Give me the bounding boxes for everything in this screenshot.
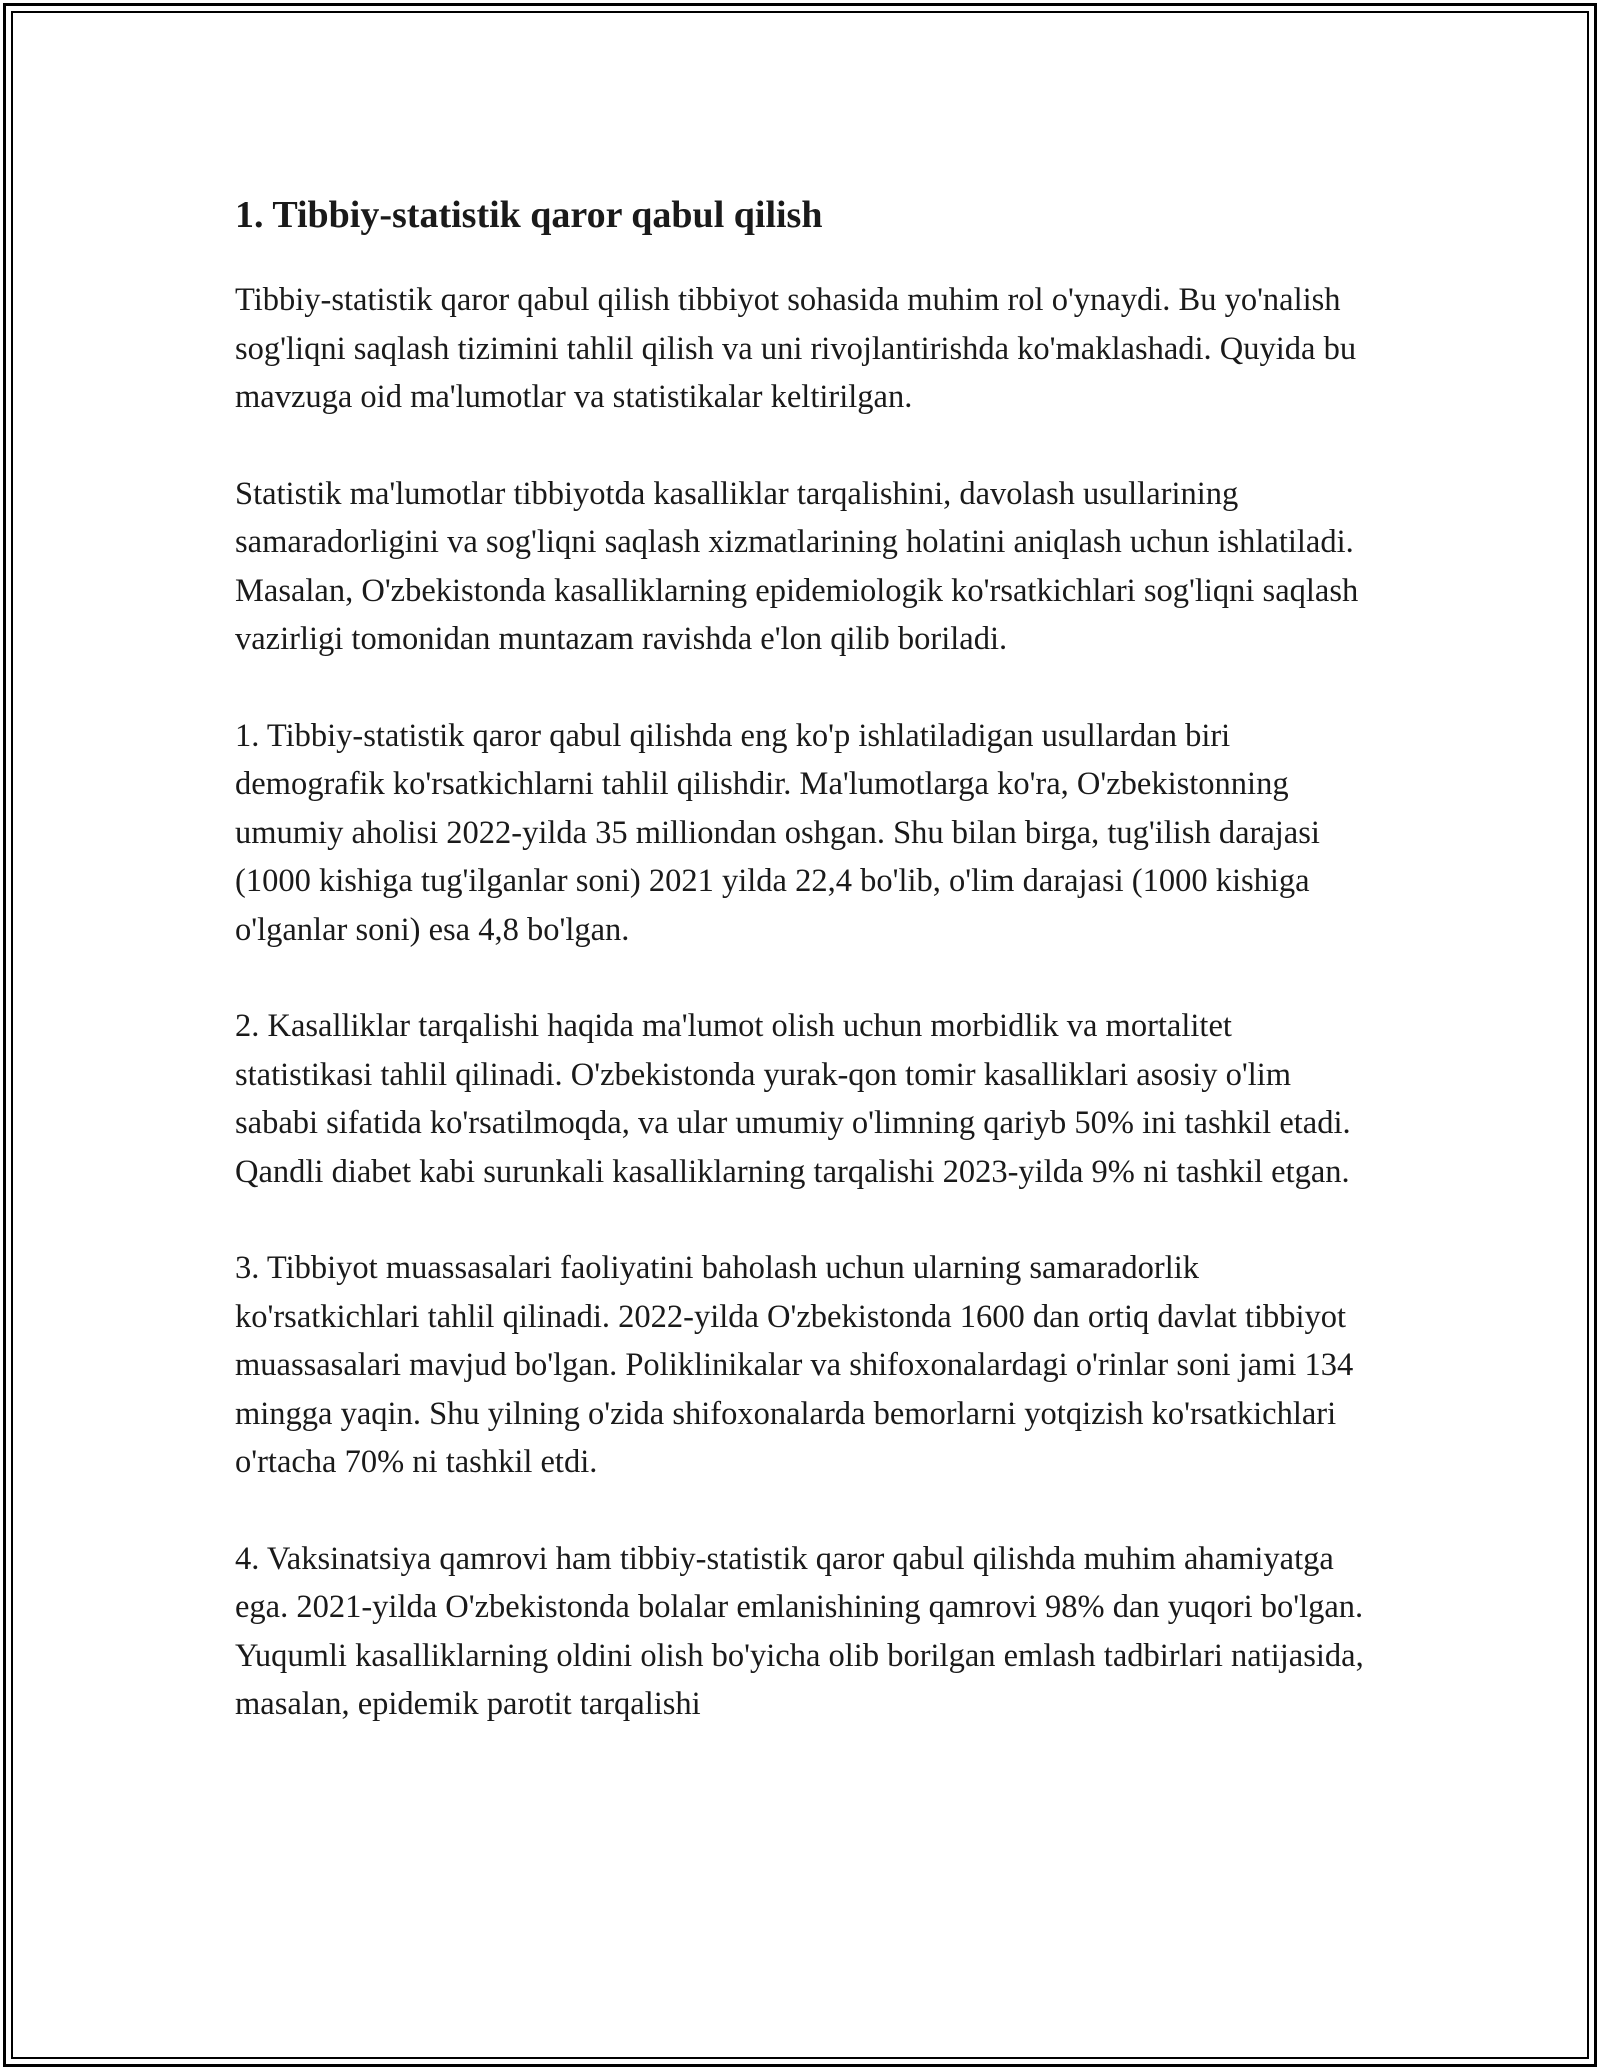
paragraph-intro: Tibbiy-statistik qaror qabul qilish tibbiyot sohasida muhim rol o'ynaydi. Bu yo'nalish sog'liqni saqlash tizimini tahlil qilish va uni rivojlantirishda ko'maklashadi. Quyida bu mavzuga oid ma'lumotlar va statistikalar keltirilgan.: [235, 282, 1357, 415]
section-heading: 1. Tibbiy-statistik qaror qabul qilish: [235, 194, 823, 236]
paragraph-item-2: 2. Kasalliklar tarqalishi haqida ma'lumot olish uchun morbidlik va mortalitet statistikasi tahlil qilinadi. O'zbekistonda yurak-qon tomir kasalliklari asosiy o'lim sababi sifatida ko'rsatilmoqda, va ular umumiy o'limning qariyb 50% ini tashkil etadi. Qandli diabet kabi surunkali kasalliklarning tarqalishi 2023-yilda 9% ni tashkil etgan.: [235, 1008, 1351, 1190]
paragraph-statistics: Statistik ma'lumotlar tibbiyotda kasalliklar tarqalishini, davolash usullarining samaradorligini va sog'liqni saqlash xizmatlarining holatini aniqlash uchun ishlatiladi. Masalan, O'zbekistonda kasalliklarning epidemiologik ko'rsatkichlari sog'liqni saqlash vazirligi tomonidan muntazam ravishda e'lon qilib boriladi.: [235, 475, 1359, 657]
paragraph-item-4: 4. Vaksinatsiya qamrovi ham tibbiy-statistik qaror qabul qilishda muhim ahamiyatga ega. 2021-yilda O'zbekistonda bolalar emlanishining qamrovi 98% dan yuqori bo'lgan. Yuqumli kasalliklarning oldini olish bo'yicha olib borilgan emlash tadbirlari natijasida, masalan, epidemik parotit tarqalishi: [235, 1540, 1364, 1722]
document-body: [235, 185, 1375, 1777]
paragraph-item-1: 1. Tibbiy-statistik qaror qabul qilishda eng ko'p ishlatiladigan usullardan biri demografik ko'rsatkichlarni tahlil qilishdir. Ma'lumotlarga ko'ra, O'zbekistonning umumiy aholisi 2022-yilda 35 milliondan oshgan. Shu bilan birga, tug'ilish darajasi (1000 kishiga tug'ilganlar soni) 2021 yilda 22,4 bo'lib, o'lim darajasi (1000 kishiga o'lganlar soni) esa 4,8 bo'lgan.: [235, 717, 1320, 948]
paragraph-item-3: 3. Tibbiyot muassasalari faoliyatini baholash uchun ularning samaradorlik ko'rsatkichlari tahlil qilinadi. 2022-yilda O'zbekistonda 1600 dan ortiq davlat tibbiyot muassasalari mavjud bo'lgan. Poliklinikalar va shifoxonalardagi o'rinlar soni jami 134 mingga yaqin. Shu yilning o'zida shifoxonalarda bemorlarni yotqizish ko'rsatkichlari o'rtacha 70% ni tashkil etdi.: [235, 1250, 1354, 1480]
